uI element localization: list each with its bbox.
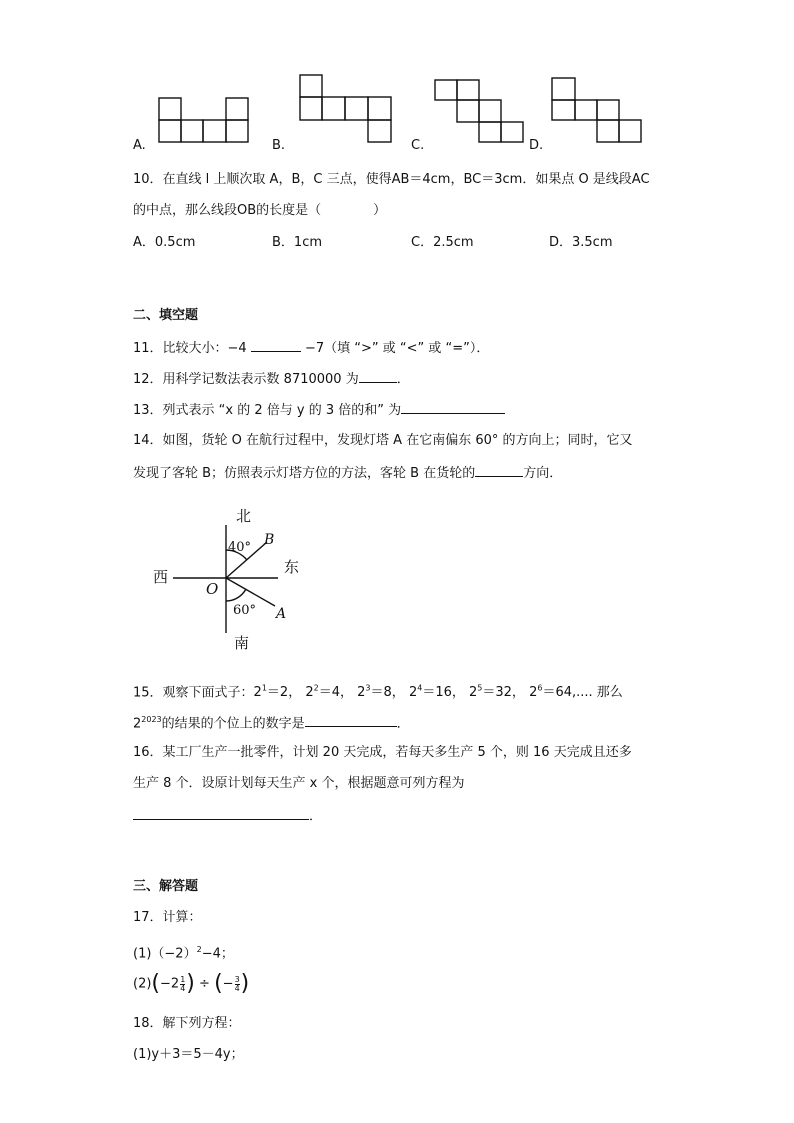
q17-p2-sign: −	[222, 976, 234, 992]
label-east: 东	[284, 558, 300, 576]
q15-term-exponent: 6	[537, 684, 543, 693]
q18-part1: (1)y＋3＝5－4y；	[133, 1047, 244, 1062]
q10-option-c[interactable]: C．2.5cm	[411, 235, 474, 250]
label-o: O	[206, 580, 219, 598]
q18-title: 18．解下列方程：	[133, 1016, 241, 1031]
q15-term-base: 2	[253, 685, 262, 701]
angle-label-60: 60°	[233, 603, 257, 618]
section-title-fill-in: 二、填空题	[133, 308, 199, 323]
q15-power-terms	[254, 685, 623, 700]
fraction-numerator: 3	[234, 974, 240, 984]
division-sign: ÷	[199, 976, 210, 992]
q10-option-b[interactable]: B．1cm	[272, 235, 323, 250]
q17-p1-pre: (1)（−2）	[133, 946, 197, 962]
label-a: A	[276, 606, 287, 622]
q15-term-exponent: 3	[365, 684, 371, 693]
q13-prefix: 13．列式表示 “x 的 2 倍与 y 的 3 倍的和” 为	[133, 403, 402, 418]
q9-option-d[interactable]: D.	[529, 138, 544, 153]
q17-p1-post: −4；	[201, 946, 234, 962]
figure-d	[552, 78, 641, 142]
q17-title: 17．计算：	[133, 910, 202, 925]
q15-text: 的结果的个位上的数字是	[161, 716, 305, 732]
q15-term-rest: ＝16，	[422, 685, 465, 701]
q15-term-rest: ＝4，	[318, 685, 353, 701]
q15-term-base: 2	[529, 685, 538, 701]
fraction-numerator: 1	[180, 974, 186, 984]
fraction-denominator: 4	[180, 983, 186, 993]
q15-line2	[133, 710, 410, 734]
q15-term-rest: ＝32，	[482, 685, 525, 701]
q15-term	[409, 685, 469, 700]
q12-answer-blank[interactable]	[359, 368, 397, 383]
q15-term	[529, 685, 623, 700]
q15-suffix: ．	[396, 716, 410, 732]
q14-line2-prefix: 发现了客轮 B；仿照表示灯塔方位的方法，客轮 B 在货轮的	[133, 466, 476, 481]
q15-term	[469, 685, 529, 700]
q15-exponent: 2023	[141, 715, 162, 724]
q16-line1: 16．某工厂生产一批零件，计划 20 天完成，若每天多生产 5 个，则 16 天完成且还多	[133, 745, 632, 760]
ray-oa	[226, 578, 275, 606]
q13	[133, 399, 505, 421]
q15-term-base: 2	[357, 685, 366, 701]
q15-term-exponent: 1	[261, 684, 267, 693]
q15-term-exponent: 5	[477, 684, 483, 693]
q14-answer-blank[interactable]	[475, 462, 523, 477]
q11-suffix: −7（填 “>” 或 “<” 或 “=”）．	[305, 341, 490, 356]
q13-answer-blank[interactable]	[401, 399, 505, 414]
q17-part2	[133, 971, 250, 996]
left-paren-1: (	[151, 971, 161, 996]
q15-term-rest: ＝8，	[370, 685, 405, 701]
direction-diagram	[140, 500, 320, 660]
label-north: 北	[236, 507, 252, 525]
q14-line2-suffix: 方向．	[523, 466, 563, 481]
figure-b	[300, 75, 391, 142]
label-west: 西	[153, 568, 169, 586]
q15-term-rest: ＝2，	[266, 685, 302, 701]
q10-line1: 10．在直线 l 上顺次取 A，B，C 三点，使得AB＝4cm，BC＝3cm．如果点 O 是线段AC	[133, 172, 650, 187]
q15-term-rest: ＝64,.... 那么	[542, 685, 623, 701]
fraction-denominator: 4	[234, 983, 240, 993]
angle-arc-a	[226, 589, 246, 601]
q17-p1-exponent: 2	[196, 945, 202, 954]
q14-line2	[133, 462, 562, 484]
section-title-solve: 三、解答题	[133, 879, 199, 894]
right-paren-2: )	[240, 971, 250, 996]
q14-line1: 14．如图，货轮 O 在航行过程中，发现灯塔 A 在它南偏东 60° 的方向上；同时，它又	[133, 433, 633, 448]
q10-option-a[interactable]: A．0.5cm	[133, 235, 196, 250]
q17-part1	[133, 940, 234, 964]
label-b: B	[264, 532, 275, 548]
q15-term	[305, 685, 357, 700]
figure-c	[435, 80, 523, 142]
q17-p2-int: −2	[160, 976, 180, 992]
q9-option-a[interactable]: A.	[133, 138, 146, 153]
q11	[133, 337, 489, 359]
q11-prefix: 11．比较大小：−4	[133, 341, 247, 356]
q15-answer-blank[interactable]	[305, 712, 397, 727]
q16-line3	[133, 805, 322, 827]
figure-a	[159, 98, 248, 142]
fraction-three-quarters	[235, 976, 240, 993]
q16-line2: 生产 8 个．设原计划每天生产 x 个，根据题意可列方程为	[133, 776, 465, 791]
right-paren-1: )	[186, 971, 195, 996]
q15-line1	[133, 679, 623, 703]
q10-line2: 的中点，那么线段OB的长度是（ ）	[133, 203, 387, 218]
q15-term-exponent: 2	[313, 684, 319, 693]
q10-option-d[interactable]: D．3.5cm	[549, 235, 613, 250]
q12	[133, 368, 410, 390]
q17-p2-pre: (2)	[133, 976, 152, 992]
fraction-one-quarter	[180, 976, 185, 993]
q15-term-base: 2	[305, 685, 314, 701]
q15-term-exponent: 4	[417, 684, 423, 693]
q15-term	[254, 685, 306, 700]
q9-figures	[0, 60, 794, 160]
q15-term-base: 2	[408, 685, 418, 701]
q15-base: 2	[133, 716, 142, 732]
label-south: 南	[234, 634, 250, 652]
q15-term-base: 2	[469, 685, 478, 701]
q16-suffix: ．	[309, 809, 323, 824]
q15-term	[357, 685, 409, 700]
q9-option-b[interactable]: B.	[272, 138, 286, 153]
angle-label-40: 40°	[228, 540, 252, 555]
q12-prefix: 12．用科学记数法表示数 8710000 为	[133, 372, 359, 387]
q16-answer-blank[interactable]	[133, 805, 309, 820]
q11-answer-blank[interactable]	[251, 337, 301, 352]
q12-suffix: ．	[396, 372, 410, 387]
left-paren-2: (	[214, 971, 223, 996]
q15-prefix: 15．观察下面式子：	[133, 685, 254, 701]
q9-option-c[interactable]: C.	[411, 138, 425, 153]
